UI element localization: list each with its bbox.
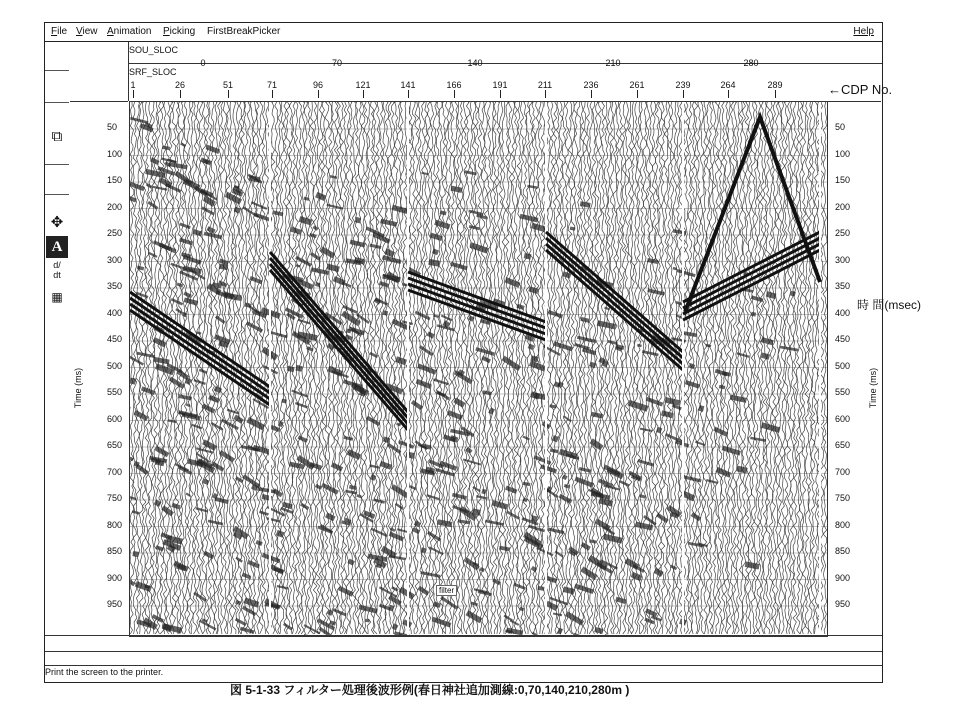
- right-time-tick: 800: [835, 519, 851, 530]
- toolbar-divider: [45, 164, 69, 165]
- srf-tick: [775, 90, 776, 98]
- left-time-tick: 950: [107, 599, 123, 609]
- left-time-tick: 800: [107, 519, 123, 530]
- srf-tick: [408, 90, 409, 98]
- srf-value: 261: [629, 80, 645, 90]
- left-time-tick: 350: [107, 281, 123, 291]
- srf-value: 1: [130, 80, 136, 90]
- right-time-tick: 600: [835, 413, 851, 424]
- srf-value: 26: [174, 80, 186, 90]
- right-time-tick: 100: [835, 148, 851, 159]
- srf-tick: [683, 90, 684, 98]
- srf-value: 71: [266, 80, 278, 90]
- left-time-tick: 650: [107, 440, 123, 450]
- srf-tick: [180, 90, 181, 98]
- toolbar-divider: [45, 194, 69, 195]
- srf-tick: [545, 90, 546, 98]
- sou-sloc-label: SOU_SLOC: [129, 45, 179, 55]
- right-time-tick: 350: [835, 281, 851, 291]
- toolbar-divider: [45, 102, 69, 103]
- right-time-tick: 450: [835, 334, 851, 344]
- seismic-traces: [130, 102, 827, 636]
- right-time-tick: 500: [835, 360, 851, 371]
- left-time-tick: 50: [107, 122, 118, 132]
- srf-value: 51: [222, 80, 234, 90]
- move-icon[interactable]: ✥: [50, 214, 64, 231]
- srf-tick: [591, 90, 592, 98]
- right-time-tick: 150: [835, 175, 851, 185]
- bottom-divider: [45, 651, 882, 652]
- srf-tick: [228, 90, 229, 98]
- menu-view[interactable]: View: [76, 26, 98, 37]
- srf-value: 264: [720, 80, 736, 90]
- left-time-tick: 850: [107, 546, 123, 556]
- menu-picking[interactable]: Picking: [163, 26, 196, 37]
- left-time-tick: 700: [107, 466, 123, 477]
- menu-bar: [45, 23, 882, 42]
- left-time-tick: 200: [107, 201, 123, 212]
- srf-value: 236: [583, 80, 599, 90]
- status-bar: Print the screen to the printer.: [45, 667, 164, 677]
- left-time-tick: 550: [107, 387, 123, 397]
- left-time-tick: 450: [107, 334, 123, 344]
- right-time-tick: 50: [835, 122, 846, 132]
- left-time-tick: 250: [107, 228, 123, 238]
- menu-file[interactable]: File: [51, 26, 68, 37]
- toolbar-divider: [45, 70, 69, 71]
- left-time-tick: 900: [107, 572, 123, 583]
- sou-value: 210: [605, 58, 621, 68]
- filter-label: filter: [436, 585, 457, 596]
- sou-value: 280: [743, 58, 759, 68]
- right-axis-title: Time (ms): [868, 367, 879, 409]
- right-time-tick: 200: [835, 201, 851, 212]
- right-time-tick: 950: [835, 599, 851, 609]
- right-time-tick: 700: [835, 466, 851, 477]
- menu-firstbreakpicker[interactable]: FirstBreakPicker: [207, 26, 281, 37]
- srf-value: 96: [312, 80, 324, 90]
- srf-tick: [637, 90, 638, 98]
- seismic-viewer-window: [44, 22, 883, 683]
- table-icon[interactable]: ▦: [51, 290, 63, 304]
- srf-value: 166: [446, 80, 462, 90]
- srf-tick: [363, 90, 364, 98]
- srf-value: 289: [767, 80, 783, 90]
- time-annotation: 時 間(msec): [857, 298, 921, 312]
- right-time-tick: 300: [835, 254, 851, 265]
- left-time-tick: 750: [107, 493, 123, 503]
- srf-value: 141: [400, 80, 416, 90]
- sou-value: 140: [467, 58, 483, 68]
- left-time-tick: 300: [107, 254, 123, 265]
- srf-tick: [454, 90, 455, 98]
- left-axis-title: Time (ms): [73, 367, 84, 409]
- text-icon[interactable]: A: [46, 236, 68, 258]
- right-time-tick: 550: [835, 387, 851, 397]
- left-time-tick: 400: [107, 307, 123, 318]
- right-time-tick: 850: [835, 546, 851, 556]
- menu-help[interactable]: Help: [853, 26, 874, 37]
- cdp-annotation: ←CDP No.: [828, 82, 893, 97]
- left-time-tick: 600: [107, 413, 123, 424]
- srf-value: 239: [675, 80, 691, 90]
- sou-value: 70: [331, 58, 343, 68]
- srf-value: 121: [355, 80, 371, 90]
- right-time-tick: 650: [835, 440, 851, 450]
- sou-value: 0: [200, 58, 206, 68]
- left-time-tick: 150: [107, 175, 123, 185]
- right-time-tick: 750: [835, 493, 851, 503]
- bottom-divider: [45, 665, 882, 666]
- bottom-divider: [45, 635, 882, 636]
- srf-value: 191: [492, 80, 508, 90]
- derivative-icon[interactable]: d/ dt: [53, 260, 61, 280]
- left-time-tick: 100: [107, 148, 123, 159]
- tool-panel: [45, 42, 70, 632]
- srf-tick: [500, 90, 501, 98]
- zoom-icon[interactable]: ⧉: [51, 128, 63, 145]
- left-time-tick: 500: [107, 360, 123, 371]
- menu-animation[interactable]: Animation: [107, 26, 152, 37]
- right-time-tick: 900: [835, 572, 851, 583]
- figure-caption: 図 5-1-33 フィルター処理後波形例(春日神社追加測線:0,70,140,210,280m ): [230, 683, 630, 697]
- right-time-tick: 400: [835, 307, 851, 318]
- srf-tick: [133, 90, 134, 98]
- srf-tick: [728, 90, 729, 98]
- srf-tick: [272, 90, 273, 98]
- srf-tick: [318, 90, 319, 98]
- header-divider: [129, 63, 882, 64]
- srf-value: 211: [537, 80, 553, 90]
- seismic-plot[interactable]: [129, 101, 828, 637]
- srf-sloc-label: SRF_SLOC: [129, 67, 177, 77]
- right-time-tick: 250: [835, 228, 851, 238]
